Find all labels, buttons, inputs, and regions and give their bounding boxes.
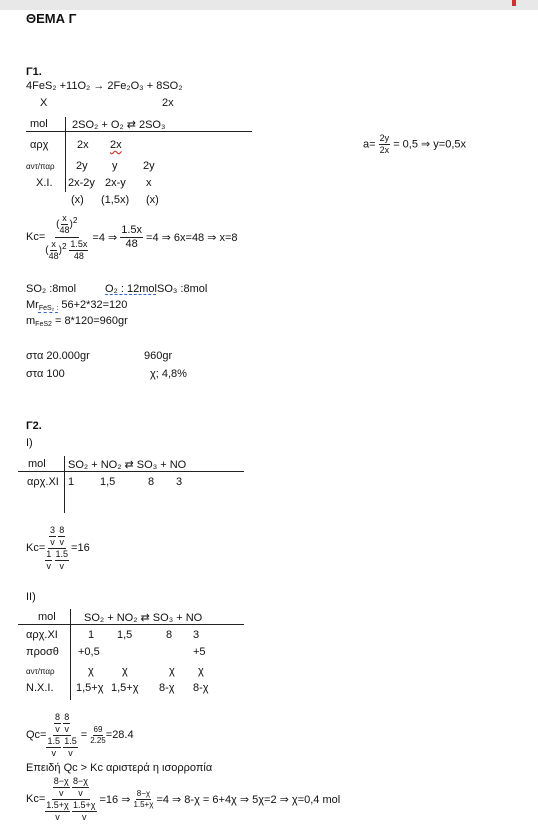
t-g1-r3-c: x bbox=[146, 177, 152, 189]
kc-g2-rest: =16 bbox=[71, 542, 90, 554]
kc1-den-exp: 2 bbox=[61, 240, 67, 251]
t-g2a-v3: 8 bbox=[148, 476, 155, 488]
g2-part2: II) bbox=[26, 591, 36, 603]
qc-rest: =28.4 bbox=[105, 729, 134, 741]
kc-g2-den bbox=[45, 549, 69, 571]
qc-num-b bbox=[63, 713, 70, 734]
t-g2b-r4-3: 8-χ bbox=[159, 682, 175, 694]
alpha-fraction bbox=[379, 134, 391, 155]
page-title: ΘΕΜΑ Γ bbox=[26, 11, 77, 26]
kc-g2-v4: v bbox=[59, 560, 65, 571]
t-g2b-r1-2: 1,5 bbox=[117, 629, 133, 641]
qc-den-b bbox=[63, 737, 78, 758]
kc1-num-48: 48 bbox=[59, 224, 70, 235]
kc-final-num bbox=[52, 777, 90, 800]
t-g1-r3-a: 2x-2y bbox=[68, 177, 95, 189]
t-g2a-v4: 3 bbox=[176, 476, 183, 488]
kc-final-den-a bbox=[45, 801, 70, 822]
qc-d2: 1.5 bbox=[64, 735, 77, 746]
t-g1-r4-c: (x) bbox=[146, 194, 159, 206]
kc-final-mid: =16 ⇒ bbox=[99, 793, 131, 806]
t-g2b-hline bbox=[18, 624, 244, 625]
kc-final-f-den: 1.5+χ bbox=[133, 799, 154, 809]
kc1-frac2 bbox=[120, 225, 143, 250]
t-g2b-r3-4: χ bbox=[198, 665, 204, 677]
kc1-formula bbox=[26, 208, 238, 266]
qc-v3: v bbox=[51, 747, 56, 758]
kc-g2-n1: 3 bbox=[50, 524, 56, 535]
qc-n1: 8 bbox=[54, 711, 60, 722]
g1-under-left: X bbox=[40, 97, 48, 109]
t-g2b-r3-3: χ bbox=[169, 665, 175, 677]
kc-g2-formula bbox=[26, 525, 90, 571]
m-label: m bbox=[26, 315, 36, 327]
t-g1-r2-label: αντ/παρ bbox=[26, 162, 55, 171]
kc-final-prefix: Kc= bbox=[26, 793, 46, 805]
kc1-rest: =4 ⇒ 6x=48 ⇒ x=8 bbox=[146, 231, 238, 244]
t-g2a-header-eq: SO₂ + NO₂ ⇄ SO₃ + NO bbox=[68, 459, 187, 471]
t-g2b-r3-2: χ bbox=[122, 665, 128, 677]
g1-under-right: 2x bbox=[162, 97, 174, 109]
t-g1-r4-a: (x) bbox=[71, 194, 84, 206]
alpha-formula bbox=[363, 134, 466, 155]
mr-rest: 56+2*32=120 bbox=[58, 299, 128, 311]
t-g2b-r2-label: προσθ bbox=[26, 646, 59, 658]
kc-final-num-a bbox=[53, 777, 70, 798]
kc-g2-den-b bbox=[55, 550, 70, 571]
alpha-num: 2y bbox=[379, 133, 390, 143]
kc-g2-num-b bbox=[58, 526, 65, 547]
kc-final-num-b bbox=[72, 777, 89, 798]
t-g2b-r2-d: +5 bbox=[193, 646, 206, 658]
t-g1-r2-b: y bbox=[112, 160, 118, 172]
t-g2a-row-label: αρχ.XI bbox=[27, 476, 59, 488]
alpha-prefix: a= bbox=[363, 138, 376, 151]
kc-g2-v1: v bbox=[50, 536, 55, 547]
kc-g2-v2: v bbox=[59, 536, 65, 547]
t-g2a-header-mol: mol bbox=[28, 458, 46, 470]
qc-formula: Qc= $\frac{8}{v}$ $\frac{8}{v}$ $\frac{1.5}{v}$ $\frac{1.5}{v}$ = $\frac{69}{2.25}$ =28.4 bbox=[26, 711, 134, 758]
kc1-num-inner bbox=[60, 214, 70, 235]
t-g2b-r4-1: 1,5+χ bbox=[76, 682, 104, 694]
kc-g2-num-a bbox=[49, 526, 56, 547]
mr-line bbox=[26, 299, 127, 312]
t-g1-r1-label: αρχ bbox=[30, 139, 49, 151]
g1-reaction: 4FeS₂ +11O₂ → 2Fe₂O₃ + 8SO₂ bbox=[26, 80, 183, 92]
t-g2b-r3-1: χ bbox=[88, 665, 94, 677]
kc-g2-v3: v bbox=[46, 560, 52, 571]
kc-g2-fraction bbox=[45, 526, 69, 571]
mass-line bbox=[26, 315, 128, 328]
g1-label: Γ1. bbox=[26, 66, 42, 78]
t-g2a-v1: 1 bbox=[68, 476, 75, 488]
kc1-den-frac bbox=[69, 240, 88, 261]
mr-label: Mr bbox=[26, 299, 39, 311]
t-g1-r2-c: 2y bbox=[143, 160, 155, 172]
page-top-strip bbox=[0, 0, 538, 10]
kc-g2-den-a bbox=[45, 550, 52, 571]
t-g1-r3-label: X.I. bbox=[36, 177, 53, 189]
t-g1-header-eq: 2SO₂ + O₂ ⇄ 2SO₃ bbox=[72, 119, 166, 131]
t-g2b-r4-4: 8-χ bbox=[193, 682, 209, 694]
t-g2b-header-mol: mol bbox=[38, 611, 56, 623]
kc1-denominator: ( $\frac{x}{48}$ )$^2$ $\frac{1.5x}{48}$ bbox=[45, 238, 88, 261]
t-g2a-hline bbox=[18, 471, 244, 472]
because-line: Επειδή Qc > Kc αριστερά η ισορροπία bbox=[26, 762, 213, 774]
kc1-num-exp: 2 bbox=[72, 214, 78, 225]
kc-final-v3: v bbox=[55, 811, 60, 822]
qc-mid-fraction bbox=[90, 726, 106, 745]
t-g2b-vline bbox=[70, 609, 71, 700]
kc-final-den bbox=[45, 800, 96, 822]
kc-final-v4: v bbox=[82, 811, 87, 822]
kc-final-fraction bbox=[45, 777, 96, 822]
t-g1-vline bbox=[65, 117, 66, 192]
kc-final-v2: v bbox=[78, 787, 83, 798]
kc1-big-fraction bbox=[45, 214, 88, 261]
qc-n2: 8 bbox=[64, 711, 70, 722]
kc1-den-48b: 48 bbox=[73, 250, 84, 261]
qc-d1: 1.5 bbox=[47, 735, 60, 746]
t-g2a-vline bbox=[64, 456, 65, 513]
qc-num-a bbox=[54, 713, 61, 734]
t-g1-r3-b: 2x-y bbox=[105, 177, 126, 189]
t-g2b-r1-3: 8 bbox=[166, 629, 173, 641]
pct1-left: στα 20.000gr bbox=[26, 350, 90, 362]
page-corner-mark bbox=[512, 0, 516, 6]
qc-v2: v bbox=[64, 723, 69, 734]
t-g1-header-mol: mol bbox=[30, 118, 48, 130]
kc1-frac2-num: 1.5x bbox=[121, 223, 143, 236]
kc-final-den-b bbox=[72, 801, 97, 822]
qc-den-a bbox=[46, 737, 61, 758]
kc1-mid: =4 ⇒ bbox=[92, 231, 118, 244]
kc1-prefix: Kc= bbox=[26, 231, 46, 243]
kc-final-formula bbox=[26, 776, 340, 822]
kc1-den-inner bbox=[49, 240, 59, 261]
qc-prefix: Qc= bbox=[26, 729, 47, 741]
t-g2b-header-eq: SO₂ + NO₂ ⇄ SO₃ + NO bbox=[84, 612, 203, 624]
g2-part1: I) bbox=[26, 437, 33, 449]
pct2-right: χ; 4,8% bbox=[150, 368, 187, 380]
t-g2a-v2: 1,5 bbox=[100, 476, 116, 488]
amount-o2: O₂ : 12mol bbox=[105, 283, 157, 295]
pct1-right: 960gr bbox=[144, 350, 173, 362]
amount-so3: SO₃ :8mol bbox=[157, 283, 208, 295]
kc-final-rest: =4 ⇒ 8-χ = 6+4χ ⇒ 5χ=2 ⇒ χ=0,4 mol bbox=[156, 793, 341, 806]
t-g2b-r1-1: 1 bbox=[88, 629, 95, 641]
kc-g2-num bbox=[48, 526, 66, 549]
m-sub: FeS2 bbox=[35, 321, 52, 328]
t-g1-r1-b: 2x bbox=[110, 139, 122, 151]
t-g2b-r1-4: 3 bbox=[193, 629, 200, 641]
qc-v1: v bbox=[55, 723, 60, 734]
kc1-numerator: ( $\frac{x}{48}$ )$^2$ bbox=[55, 214, 78, 238]
kc1-den-x: x bbox=[51, 238, 56, 249]
qc-mid-num: 69 bbox=[93, 724, 103, 734]
alpha-rest: = 0,5 ⇒ y=0,5x bbox=[393, 138, 467, 151]
kc1-frac2-den: 48 bbox=[125, 237, 138, 250]
qc-den bbox=[46, 736, 77, 758]
kc-final-d2: 1.5+χ bbox=[73, 799, 96, 810]
kc1-num-x: x bbox=[62, 212, 67, 223]
kc1-den-15x: 1.5x bbox=[70, 238, 88, 249]
kc-g2-prefix: Kc= bbox=[26, 542, 46, 554]
kc-g2-d2: 1.5 bbox=[55, 548, 69, 559]
mr-sub: FeS₂ : bbox=[38, 305, 59, 312]
alpha-den: 2x bbox=[379, 145, 390, 155]
qc-v4: v bbox=[68, 747, 73, 758]
kc-g2-n2: 8 bbox=[59, 524, 65, 535]
g2-label: Γ2. bbox=[26, 420, 42, 432]
t-g2b-r1-label: αρχ.XI bbox=[26, 629, 58, 641]
t-g1-hline bbox=[26, 131, 252, 132]
kc-final-d1: 1.5+χ bbox=[46, 799, 69, 810]
qc-mid-den: 2.25 bbox=[90, 735, 106, 745]
kc1-den-48: 48 bbox=[48, 250, 59, 261]
kc-final-n2: 8−χ bbox=[73, 775, 88, 786]
kc-final-f-num: 8−χ bbox=[136, 788, 151, 798]
kc-final-v1: v bbox=[59, 787, 64, 798]
t-g2b-r2-a: +0,5 bbox=[78, 646, 100, 658]
kc-final-n1: 8−χ bbox=[53, 775, 69, 786]
kc-final-frac2 bbox=[133, 790, 153, 809]
t-g1-r2-a: 2y bbox=[76, 160, 88, 172]
kc-g2-d1: 1 bbox=[46, 548, 52, 559]
t-g2b-r4-2: 1,5+χ bbox=[111, 682, 139, 694]
m-rest: = 8*120=960gr bbox=[51, 315, 128, 327]
qc-fraction bbox=[46, 713, 77, 758]
t-g1-r1-a: 2x bbox=[77, 139, 89, 151]
pct2-left: στα 100 bbox=[26, 368, 65, 380]
t-g2b-r3-label: αντ/παρ bbox=[26, 667, 55, 676]
t-g1-r4-b: (1,5x) bbox=[101, 194, 130, 206]
qc-num bbox=[53, 713, 71, 736]
t-g2b-r4-label: N.X.I. bbox=[26, 682, 54, 694]
amount-so2: SO₂ :8mol bbox=[26, 283, 77, 295]
